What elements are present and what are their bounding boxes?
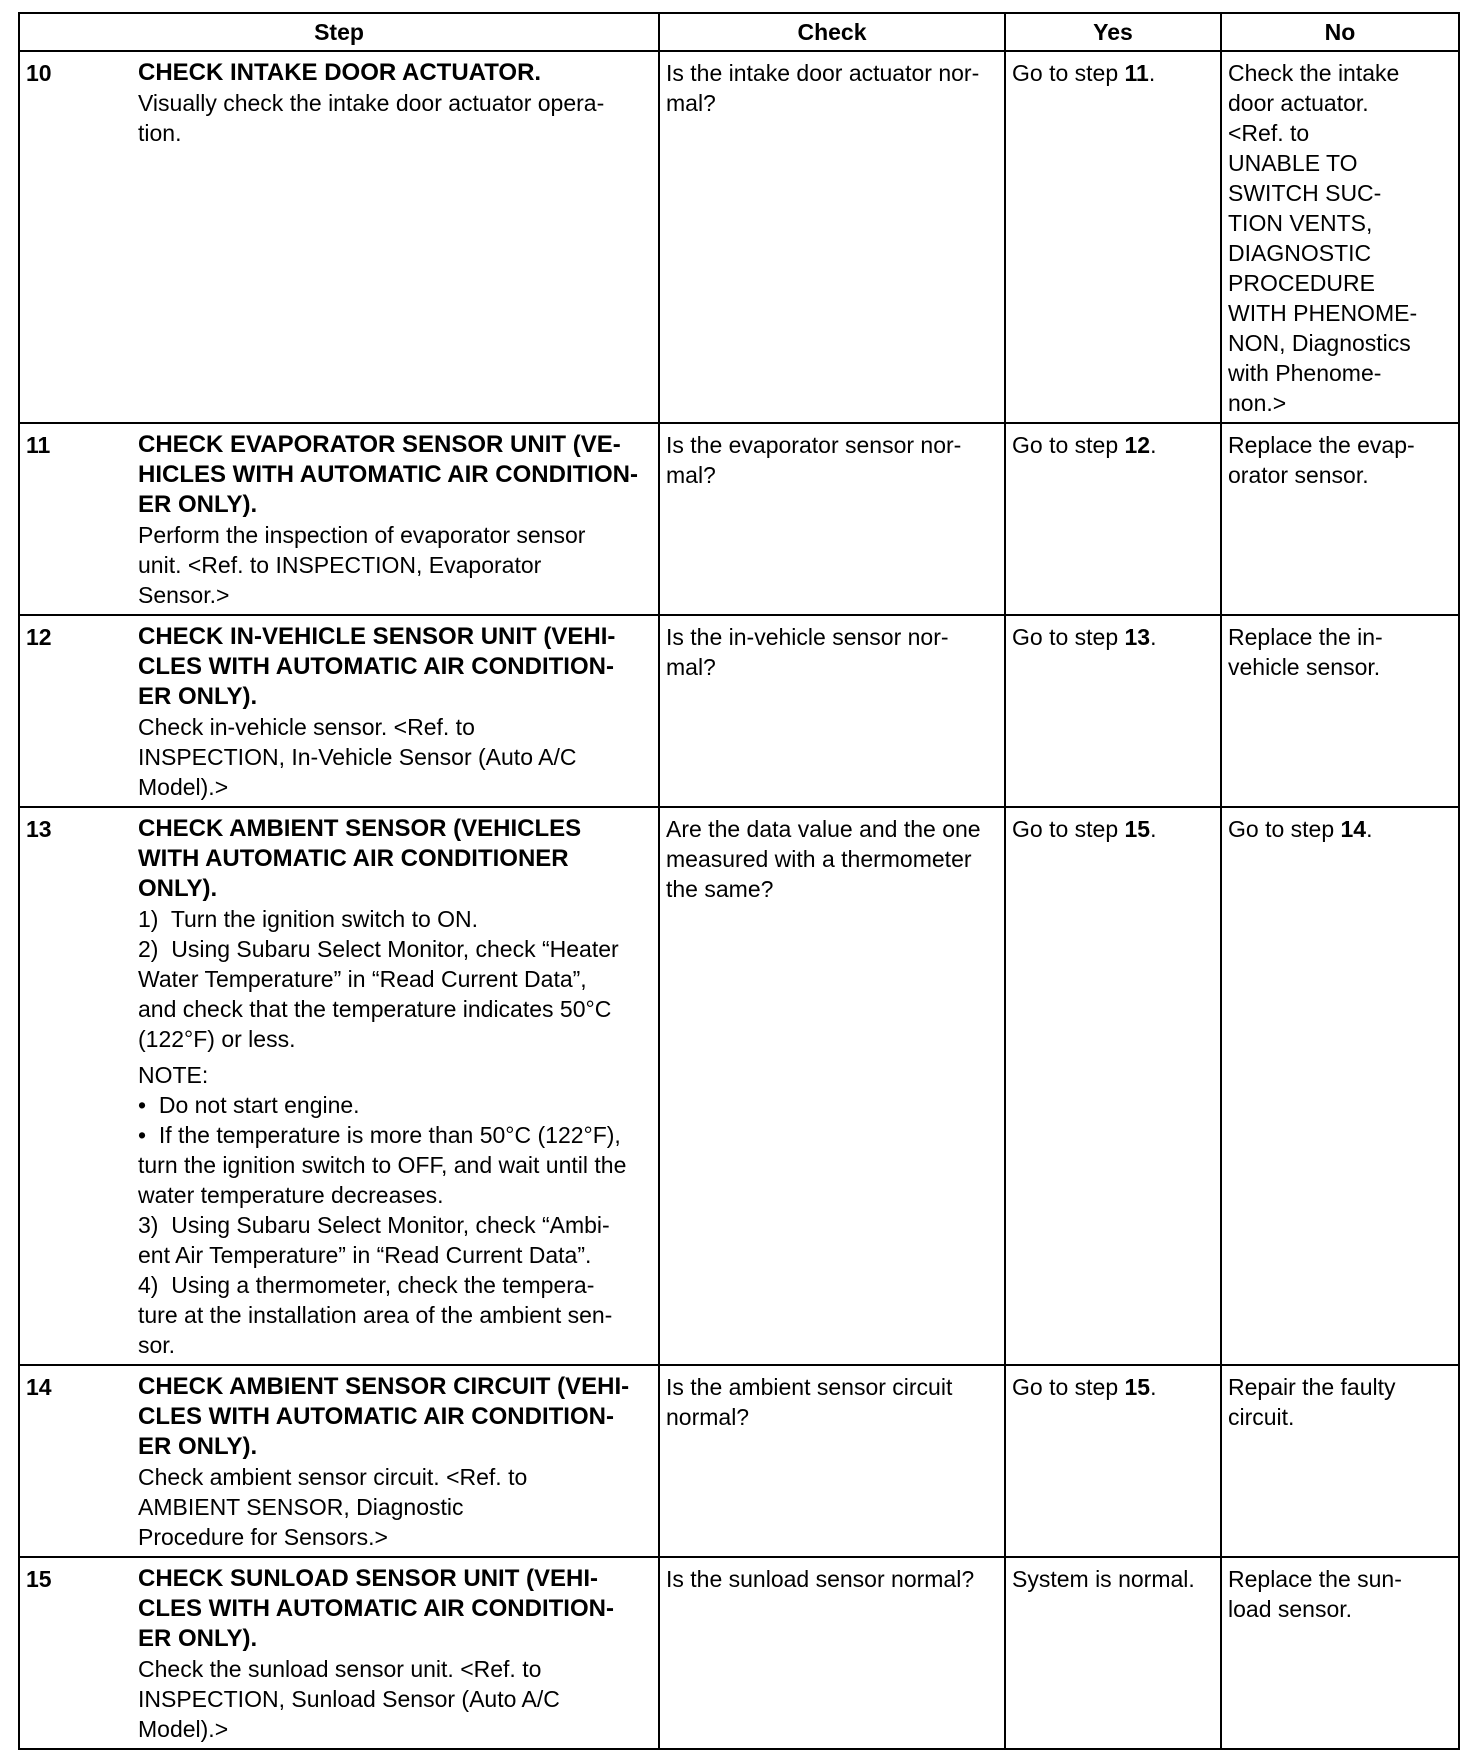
no-step-ref: 14 [1340,816,1367,842]
yes-suffix: . [1150,816,1157,842]
step-number: 10 [26,60,52,86]
step-title: CHECK EVAPORATOR SENSOR UNIT (VE- HICLES WITH AUTOMATIC AIR CONDITION- ER ONLY). [138,431,638,518]
step-title: CHECK SUNLOAD SENSOR UNIT (VEHI- CLES WITH AUTOMATIC AIR CONDITION- ER ONLY). [138,1565,614,1652]
yes-suffix: . [1150,624,1157,650]
step-title: CHECK INTAKE DOOR ACTUATOR. [138,59,542,86]
step-number: 13 [26,816,52,842]
step-text: unit. <Ref. to INSPECTION, Evaporator [138,552,542,578]
step-cell [19,807,659,1365]
note-text: water temperature decreases. [138,1182,444,1208]
step-title: CHECK IN-VEHICLE SENSOR UNIT (VEHI- CLES WITH AUTOMATIC AIR CONDITION- ER ONLY). [138,623,616,710]
step-text: Check in-vehicle sensor. <Ref. to [138,714,475,740]
yes-step-ref: 13 [1124,624,1151,650]
step-text: INSPECTION, In-Vehicle Sensor (Auto A/C [138,744,577,770]
check-cell: Is the ambient sensor circuit normal? [659,1365,1005,1557]
no-cell: Replace the in- vehicle sensor. [1221,615,1459,807]
note-label: NOTE: [138,1062,209,1088]
step-text: ent Air Temperature” in “Read Current Data”. [138,1242,592,1268]
check-cell: Is the sunload sensor normal? [659,1557,1005,1749]
no-suffix: . [1366,816,1373,842]
step-text: Perform the inspection of evaporator sensor [138,522,586,548]
yes-prefix: Go to step [1012,432,1125,458]
step-text: Procedure for Sensors.> [138,1524,388,1550]
no-cell [1221,807,1459,1365]
step-text: AMBIENT SENSOR, Diagnostic [138,1494,464,1520]
step-text: 3) Using Subaru Select Monitor, check “Ambi- [138,1212,610,1238]
step-cell [19,423,659,615]
check-cell: Is the evaporator sensor nor- mal? [659,423,1005,615]
table-row [19,423,1459,615]
yes-cell: System is normal. [1005,1557,1221,1749]
header-no: No [1221,13,1459,51]
note-text: • If the temperature is more than 50°C (122°F), [138,1122,621,1148]
step-text: INSPECTION, Sunload Sensor (Auto A/C [138,1686,560,1712]
check-cell: Is the in-vehicle sensor nor- mal? [659,615,1005,807]
step-text: Water Temperature” in “Read Current Data”, [138,966,587,992]
yes-step-ref: 11 [1124,60,1149,86]
table-row [19,615,1459,807]
note-text: turn the ignition switch to OFF, and wait until the [138,1152,627,1178]
step-text: Check the sunload sensor unit. <Ref. to [138,1656,542,1682]
yes-prefix: Go to step [1012,60,1125,86]
check-cell: Are the data value and the one measured with a thermometer the same? [659,807,1005,1365]
header-check: Check [659,13,1005,51]
header-step: Step [19,13,659,51]
step-title: CHECK AMBIENT SENSOR (VEHICLES WITH AUTOMATIC AIR CONDITIONER ONLY). [138,815,582,902]
diagnostic-table-page [18,12,1458,1742]
table-row [19,51,1459,423]
step-text: Sensor.> [138,582,230,608]
yes-cell [1005,807,1221,1365]
yes-cell [1005,423,1221,615]
step-text: and check that the temperature indicates 50°C [138,996,612,1022]
step-cell [19,615,659,807]
yes-step-ref: 12 [1124,432,1151,458]
table-row [19,1557,1459,1749]
yes-cell [1005,615,1221,807]
header-yes: Yes [1005,13,1221,51]
step-text: Visually check the intake door actuator opera- [138,90,605,116]
step-text: ture at the installation area of the ambient sen- [138,1302,613,1328]
step-number: 14 [26,1374,52,1400]
step-text: tion. [138,120,182,146]
step-title: CHECK AMBIENT SENSOR CIRCUIT (VEHI- CLES WITH AUTOMATIC AIR CONDITION- ER ONLY). [138,1373,630,1460]
step-text: Model).> [138,1716,229,1742]
diagnostic-table [18,12,1460,1750]
yes-suffix: . [1148,60,1156,86]
check-cell: Is the intake door actuator nor- mal? [659,51,1005,423]
step-text: Check ambient sensor circuit. <Ref. to [138,1464,528,1490]
no-prefix: Go to step [1228,816,1341,842]
yes-prefix: Go to step [1012,1374,1125,1400]
step-number: 12 [26,624,52,650]
step-number: 15 [26,1566,52,1592]
step-text: Model).> [138,774,229,800]
step-number: 11 [26,432,51,458]
yes-suffix: . [1150,432,1157,458]
yes-step-ref: 15 [1124,816,1151,842]
table-row [19,807,1459,1365]
no-cell: Check the intake door actuator. <Ref. to UNABLE TO SWITCH SUC- TION VENTS, DIAGNOSTIC PROCEDURE WITH PHENOME- NON, Diagnostics with Phenome- non.> [1221,51,1459,423]
table-row [19,1365,1459,1557]
step-text: 2) Using Subaru Select Monitor, check “Heater [138,936,619,962]
step-cell [19,1557,659,1749]
note-text: • Do not start engine. [138,1092,360,1118]
yes-cell [1005,1365,1221,1557]
no-cell: Replace the sun- load sensor. [1221,1557,1459,1749]
yes-suffix: . [1150,1374,1157,1400]
header-row [19,13,1459,51]
yes-prefix: Go to step [1012,816,1125,842]
yes-step-ref: 15 [1124,1374,1151,1400]
step-text: 1) Turn the ignition switch to ON. [138,906,479,932]
step-text: (122°F) or less. [138,1026,296,1052]
step-text: 4) Using a thermometer, check the tempera- [138,1272,595,1298]
no-cell: Repair the faulty circuit. [1221,1365,1459,1557]
step-text: sor. [138,1332,176,1358]
step-cell [19,51,659,423]
step-cell [19,1365,659,1557]
no-cell: Replace the evap- orator sensor. [1221,423,1459,615]
yes-cell [1005,51,1221,423]
yes-prefix: Go to step [1012,624,1125,650]
